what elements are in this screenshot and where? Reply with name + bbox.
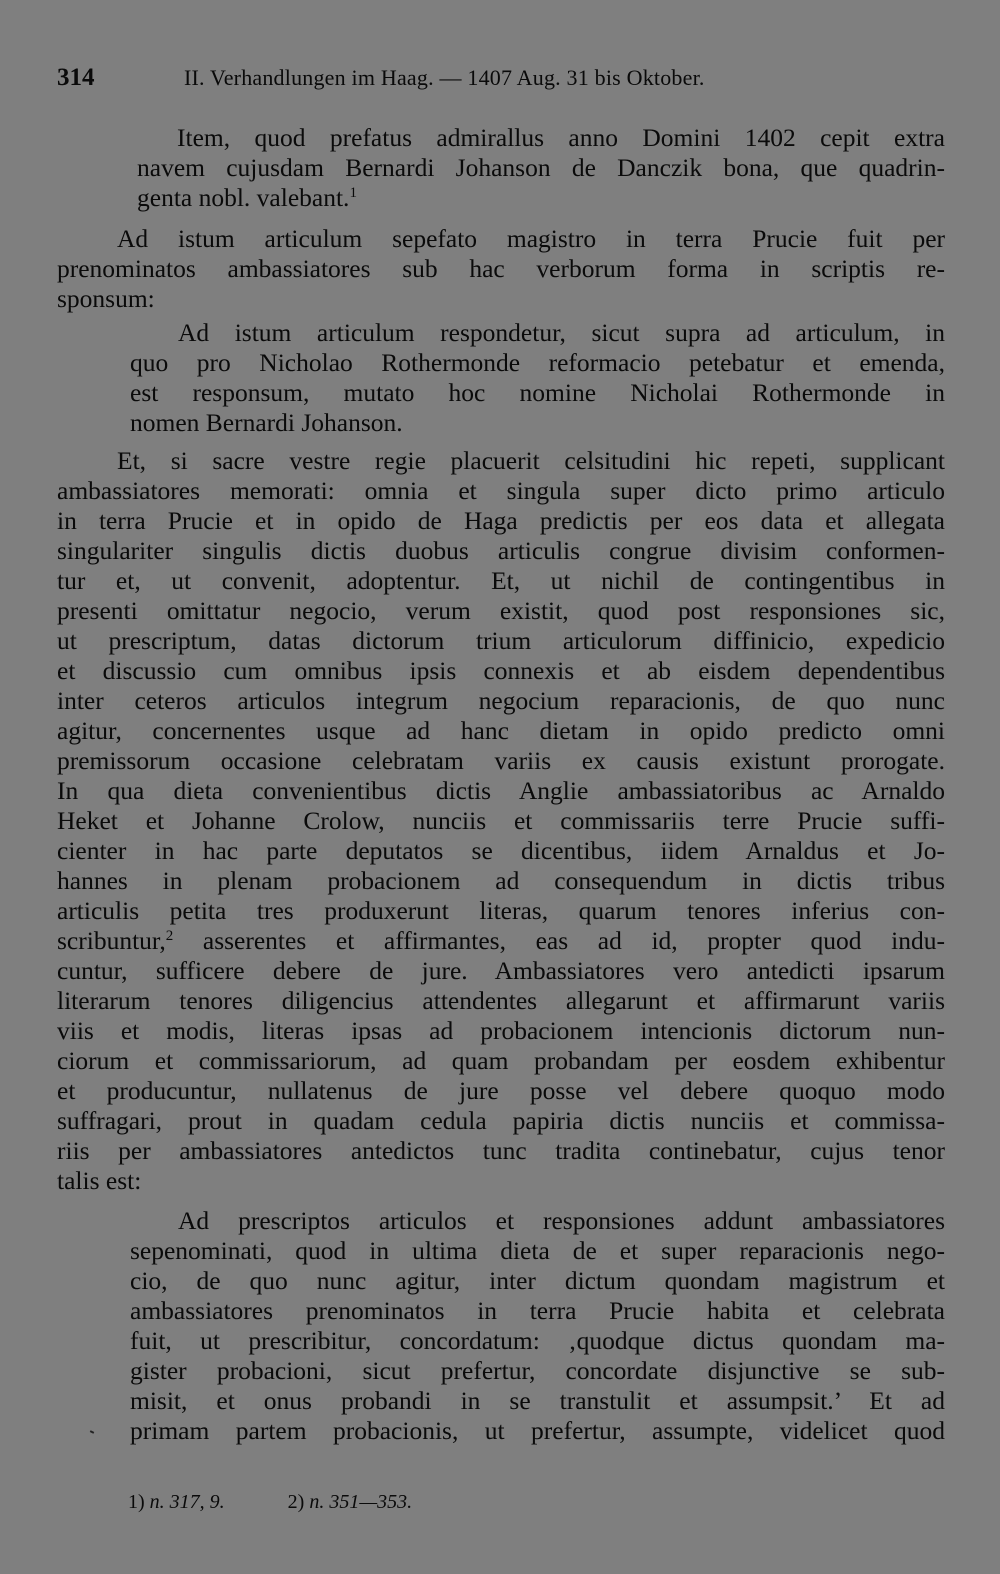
page-header <box>57 62 947 94</box>
footnote-reference: n. 351—353. <box>309 1491 413 1513</box>
text-line: singulariter singulis dictis duobus articulis congrue divisim conformen- <box>57 536 945 565</box>
text-line: et producuntur, nullatenus de jure posse vel debere quoquo modo <box>57 1076 945 1105</box>
text-line: Item, quod prefatus admirallus anno Domini 1402 cepit extra <box>177 123 945 152</box>
text-line: suffragari, prout in quadam cedula papiria dictis nunciis et commissa- <box>57 1106 945 1135</box>
text-line: ambassiatores prenominatos in terra Prucie habita et celebrata <box>130 1296 945 1325</box>
footnote-marker-1: 1 <box>349 185 357 201</box>
text-line: viis et modis, literas ipsas ad probacionem intencionis dictorum nun- <box>57 1016 945 1045</box>
text-line: ciorum et commissariorum, ad quam probandam per eosdem exhibentur <box>57 1046 945 1075</box>
footnotes <box>128 1487 470 1517</box>
text-line-content: scribuntur, <box>57 926 166 955</box>
text-line: misit, et onus probandi in se transtulit et assumpsit.’ Et ad <box>130 1386 945 1415</box>
text-line: cuntur, sufficere debere de jure. Ambassiatores vero antedicti ipsarum <box>57 956 945 985</box>
text-line: agitur, concernentes usque ad hanc dietam in opido predicto omni <box>57 716 945 745</box>
text-line: Et, si sacre vestre regie placuerit celsitudini hic repeti, supplicant <box>117 446 945 475</box>
footnote-marker-2: 2 <box>165 928 174 944</box>
paragraph-item-1402 <box>57 123 945 213</box>
text-line: In qua dieta convenientibus dictis Anglie ambassiatoribus ac Arnaldo <box>57 776 945 805</box>
footnote-2 <box>288 1487 412 1517</box>
text-line: cienter in hac parte deputatos se dicentibus, iidem Arnaldus et Jo- <box>57 836 945 865</box>
text-line: gister probacioni, sicut prefertur, concordate disjunctive se sub- <box>130 1356 945 1385</box>
paragraph-response-intro <box>57 224 945 314</box>
text-line: tur et, ut convenit, adoptentur. Et, ut nichil de contingentibus in <box>57 566 945 595</box>
footnote-reference: n. 317, 9. <box>149 1491 225 1513</box>
text-line: est responsum, mutato hoc nomine Nicholai Rothermonde in <box>130 378 945 407</box>
text-line: premissorum occasione celebratam variis ex causis existunt prorogate. <box>57 746 945 775</box>
text-line: primam partem probacionis, ut prefertur, assumpte, videlicet quod <box>130 1416 945 1445</box>
text-line: nomen Bernardi Johanson. <box>130 408 403 437</box>
text-line: articulis petita tres produxerunt literas, quarum tenores inferius con- <box>57 896 945 925</box>
footnote-number: 2) <box>287 1491 305 1513</box>
text-line: Ad istum articulum respondetur, sicut supra ad articulum, in <box>178 318 945 347</box>
text-line: ambassiatores memorati: omnia et singula super dicto primo articulo <box>57 476 945 505</box>
text-line: fuit, ut prescribitur, concordatum: ‚quodque dictus quondam ma- <box>130 1326 945 1355</box>
text-line-content: genta nobl. valebant. <box>137 183 350 212</box>
text-line-content: asserentes et affirmantes, eas ad id, propter quod indu- <box>202 926 945 955</box>
text-line: quo pro Nicholao Rothermonde reformacio petebatur et emenda, <box>130 348 945 377</box>
text-line: navem cujusdam Bernardi Johanson de Danczik bona, que quadrin- <box>137 153 945 182</box>
text-line: prenominatos ambassiatores sub hac verborum forma in scriptis re- <box>57 254 945 283</box>
paragraph-main-body <box>57 446 945 1196</box>
running-title: II. Verhandlungen im Haag. — 1407 Aug. 31 bis Oktober. <box>184 65 705 90</box>
page-number: 314 <box>57 64 95 91</box>
text-line: in terra Prucie et in opido de Haga predictis per eos data et allegata <box>57 506 945 535</box>
text-line: hannes in plenam probacionem ad consequendum in dictis tribus <box>57 866 945 895</box>
text-line: presenti omittatur negocio, verum existit, quod post responsiones sic, <box>57 596 945 625</box>
text-line: ut prescriptum, datas dictorum trium articulorum diffinicio, expedicio <box>57 626 945 655</box>
text-line: talis est: <box>57 1166 142 1195</box>
text-line: cio, de quo nunc agitur, inter dictum quondam magistrum et <box>130 1266 945 1295</box>
print-speck <box>90 1430 94 1434</box>
text-line: riis per ambassiatores antedictos tunc tradita continebatur, cujus tenor <box>57 1136 945 1165</box>
paragraph-cedula <box>130 1206 945 1446</box>
footnote-number: 1) <box>128 1491 145 1513</box>
text-line: Heket et Johanne Crolow, nunciis et commissariis terre Prucie suffi- <box>57 806 945 835</box>
text-line: Ad prescriptos articulos et responsiones addunt ambassiatores <box>178 1206 945 1235</box>
text-line: sponsum: <box>57 284 155 313</box>
text-line: Ad istum articulum sepefato magistro in terra Prucie fuit per <box>117 224 945 253</box>
text-line: inter ceteros articulos integrum negocium reparacionis, de quo nunc <box>57 686 945 715</box>
text-line: sepenominati, quod in ultima dieta de et super reparacionis nego- <box>130 1236 945 1265</box>
text-line <box>57 926 945 956</box>
text-line <box>57 183 945 213</box>
text-line: et discussio cum omnibus ipsis connexis et ab eisdem dependentibus <box>57 656 945 685</box>
footnote-1 <box>128 1487 225 1517</box>
paragraph-quoted-response <box>130 318 945 438</box>
text-line: literarum tenores diligencius attendentes allegarunt et affirmarunt variis <box>57 986 945 1015</box>
